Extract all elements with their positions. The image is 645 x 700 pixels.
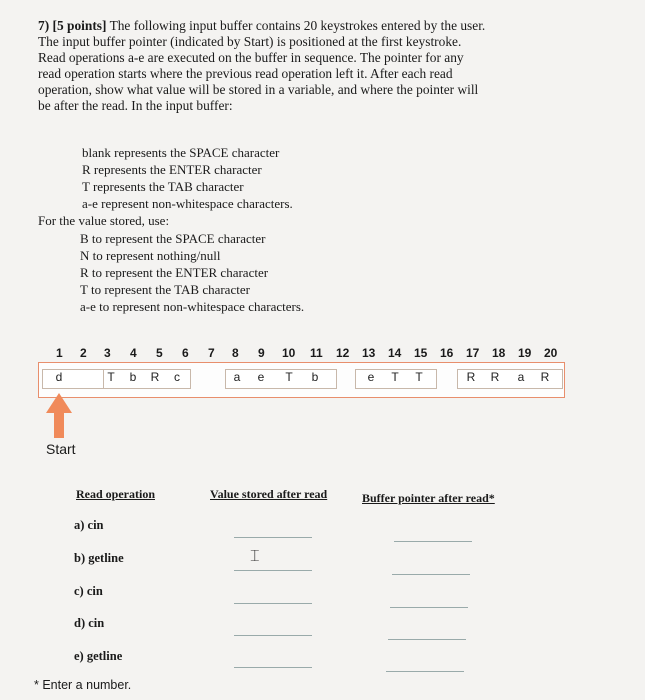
- question-line-4: read operation starts where the previous read operation left it. After each read: [38, 66, 453, 81]
- buffer-legend-4: a-e represent non-whitespace characters.: [82, 196, 293, 211]
- value-answer-blank-c[interactable]: [234, 603, 312, 604]
- value-answer-blank-a[interactable]: [234, 537, 312, 538]
- question-number: 7) [5 points]: [38, 18, 107, 33]
- position-number: 11: [310, 346, 323, 360]
- buffer-cell: [75, 370, 95, 386]
- buffer-cell: e: [257, 370, 265, 384]
- header-value-stored: Value stored after read: [210, 487, 328, 501]
- position-number: 3: [104, 346, 111, 360]
- value-answer-blank-d[interactable]: [234, 635, 312, 636]
- value-legend-1: B to represent the SPACE character: [80, 231, 266, 246]
- position-number: 16: [440, 346, 454, 360]
- buffer-cell: T: [107, 370, 115, 384]
- value-legend-4: T to represent the TAB character: [80, 282, 250, 297]
- question-text: [38, 18, 638, 114]
- buffer-cell: T: [415, 370, 423, 384]
- buffer-cell: c: [174, 370, 180, 384]
- question-line-6: be after the read. In the input buffer:: [38, 98, 233, 113]
- position-number: 12: [336, 346, 350, 360]
- operation-c: c) cin: [74, 584, 103, 598]
- pointer-answer-blank-c[interactable]: [390, 607, 468, 608]
- pointer-answer-blank-d[interactable]: [388, 639, 466, 640]
- question-line-1: 7) [5 points] The following input buffer contains 20 keystrokes entered by the user.: [38, 18, 486, 33]
- position-number: 18: [492, 346, 506, 360]
- buffer-cell: b: [311, 370, 319, 384]
- position-number: 2: [80, 346, 87, 360]
- buffer-cell: R: [490, 370, 500, 384]
- position-number: 10: [282, 346, 296, 360]
- position-number: 19: [518, 346, 532, 360]
- position-number: 8: [232, 346, 239, 360]
- header-buffer-pointer: Buffer pointer after read*: [362, 491, 495, 505]
- question-line-2: The input buffer pointer (indicated by Start) is positioned at the first keystroke.: [38, 34, 462, 49]
- buffer-cell: b: [129, 370, 137, 384]
- position-number: 7: [208, 346, 215, 360]
- value-answer-blank-e[interactable]: [234, 667, 312, 668]
- buffer-cell: a: [233, 370, 241, 384]
- start-label: Start: [46, 441, 76, 457]
- header-read-operation: Read operation: [76, 487, 155, 501]
- footnote: * Enter a number.: [34, 678, 132, 692]
- position-number: 4: [130, 346, 137, 360]
- buffer-cell: [437, 370, 457, 386]
- value-intro: For the value stored, use:: [38, 213, 170, 228]
- operation-a: a) cin: [74, 518, 104, 532]
- question-line-3: Read operations a-e are executed on the buffer in sequence. The pointer for any: [38, 50, 464, 65]
- buffer-legend-1: blank represents the SPACE character: [82, 145, 280, 160]
- start-arrow-shaft: [54, 412, 64, 438]
- input-buffer: [38, 362, 565, 398]
- start-arrow-icon: [46, 393, 72, 413]
- position-number: 6: [182, 346, 189, 360]
- buffer-legend-2: R represents the ENTER character: [82, 162, 262, 177]
- buffer-cell: d: [55, 370, 63, 384]
- operation-e: e) getline: [74, 649, 123, 663]
- buffer-legend-3: T represents the TAB character: [82, 179, 244, 194]
- text-cursor-icon: ⌶: [250, 548, 260, 565]
- buffer-cell: a: [517, 370, 525, 384]
- position-number: 1: [56, 346, 63, 360]
- pointer-answer-blank-e[interactable]: [386, 671, 464, 672]
- buffer-cell: [199, 370, 219, 386]
- position-number: 9: [258, 346, 265, 360]
- value-legend-3: R to represent the ENTER character: [80, 265, 269, 280]
- position-number: 5: [156, 346, 163, 360]
- value-answer-blank-b[interactable]: [234, 570, 312, 571]
- buffer-cell: e: [367, 370, 375, 384]
- buffer-cell: R: [150, 370, 160, 384]
- position-number: 17: [466, 346, 480, 360]
- pointer-answer-blank-a[interactable]: [394, 541, 472, 542]
- position-number: 13: [362, 346, 376, 360]
- position-number: 20: [544, 346, 558, 360]
- position-number: 15: [414, 346, 428, 360]
- position-number: 14: [388, 346, 402, 360]
- pointer-answer-blank-b[interactable]: [392, 574, 470, 575]
- value-legend-2: N to represent nothing/null: [80, 248, 221, 263]
- buffer-cell: R: [540, 370, 550, 384]
- operation-b: b) getline: [74, 551, 124, 565]
- question-line-5: operation, show what value will be stored in a variable, and where the pointer will: [38, 82, 479, 97]
- buffer-cell: T: [391, 370, 399, 384]
- value-legend-5: a-e to represent non-whitespace characters.: [80, 299, 305, 314]
- buffer-cell: [335, 370, 355, 386]
- buffer-cell: R: [466, 370, 476, 384]
- operation-d: d) cin: [74, 616, 105, 630]
- buffer-cell: T: [285, 370, 293, 384]
